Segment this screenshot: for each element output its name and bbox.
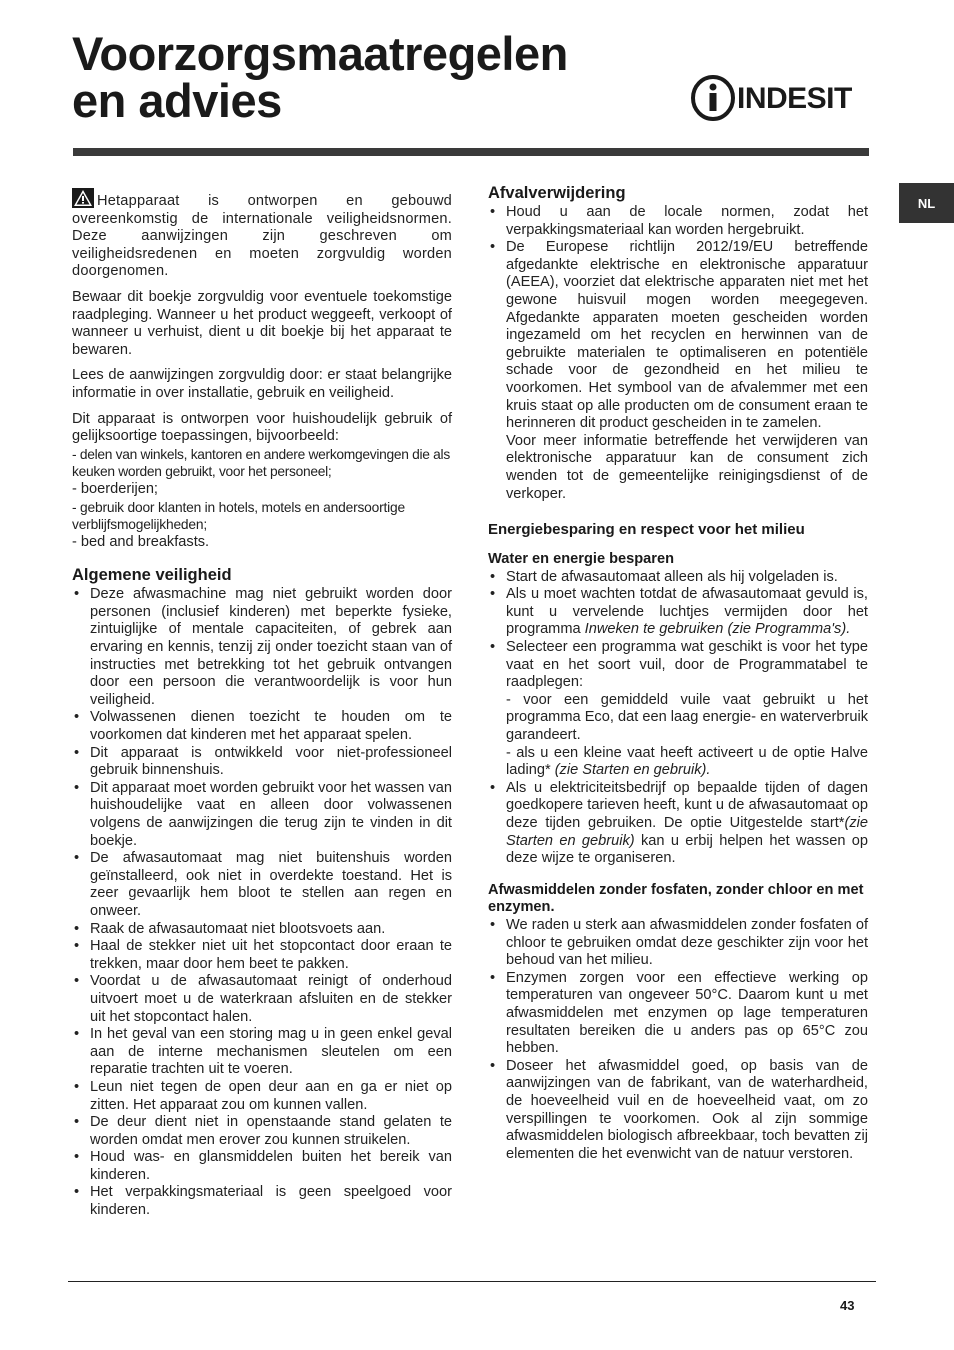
right-column bbox=[488, 183, 868, 1163]
half-load-reference: (zie Starten en gebruik). bbox=[554, 762, 711, 779]
list-item: • Het verpakkingsmateriaal is geen speelgoed voor kinderen. bbox=[72, 1184, 452, 1219]
header-rule bbox=[73, 148, 869, 156]
use-item: - delen van winkels, kantoren en andere werkomgevingen die als keuken worden gebruikt, voor het personeel; bbox=[72, 446, 450, 480]
list-item bbox=[488, 780, 868, 868]
weee-more-info: Voor meer informatie betreffende het verwijderen van elektronische apparatuur kan de consument zich wenden tot de gemeentelijke reinigingsdienst of de verkoper. bbox=[506, 432, 868, 502]
list-item: • Enzymen zorgen voor een effectieve werking op temperaturen van ongeveer 50°C. Daarom kunt u met afwasmiddelen met enzymen op lage temperaturen resultaten bereiken die u anders pas op 65°C zou hebben. bbox=[488, 970, 868, 1058]
page-title bbox=[72, 27, 568, 127]
keep-booklet-paragraph: Bewaar dit boekje zorgvuldig voor eventuele toekomstige raadpleging. Wanneer u het product weggeeft, verkoopt of wanneer u verhuist, dient u dit boekje bij het apparaat te bewaren. bbox=[72, 288, 452, 358]
language-tab: NL bbox=[899, 183, 954, 223]
brand-logo bbox=[690, 74, 870, 124]
general-safety-list bbox=[72, 586, 452, 1219]
list-item bbox=[488, 586, 868, 639]
list-item: • Haal de stekker niet uit het stopcontact door eraan te trekken, maar door hem beet te pakken. bbox=[72, 938, 452, 973]
use-item: - gebruik door klanten in hotels, motels en andersoortige verblijfsmogelijkheden; bbox=[72, 499, 405, 533]
general-safety-heading: Algemene veiligheid bbox=[72, 566, 232, 585]
title-line-2: en advies bbox=[72, 74, 282, 127]
disposal-list bbox=[488, 204, 868, 503]
intended-use-paragraph bbox=[72, 411, 452, 446]
list-item: • Volwassenen dienen toezicht te houden om te voorkomen dat kinderen met het apparaat spelen. bbox=[72, 709, 452, 744]
brand-i-icon bbox=[690, 74, 736, 122]
footer-rule bbox=[68, 1281, 876, 1282]
use-item: - bed and breakfasts. bbox=[72, 533, 210, 550]
list-item: • Raak de afwasautomaat niet blootsvoets aan. bbox=[72, 921, 452, 939]
intended-use-text: Dit apparaat is ontworpen voor huishoudelijk gebruik of gelijksoortige toepassingen, bijvoorbeeld: bbox=[72, 410, 452, 445]
intro-paragraph bbox=[72, 188, 452, 281]
warning-icon bbox=[72, 188, 94, 208]
eco-text: - voor een gemiddeld vuile vaat gebruikt u het programma Eco, dat een laag energie- en waterverbruik garandeert. bbox=[506, 691, 868, 744]
title-line-1: Voorzorgsmaatregelen bbox=[72, 27, 568, 80]
detergent-heading: Afwasmiddelen zonder fosfaten, zonder chloor en met enzymen. bbox=[488, 881, 864, 916]
weee-text: De Europese richtlijn 2012/19/EU betreffende afgedankte elektrische en elektronische apparatuur (AEEA), voorziet dat elektrische apparaten niet met het gewone huisvuil mogen worden meegegeven. Afgedankte apparaten moeten gescheiden worden ingezameld om het recyclen en herwinnen van de gebruikte materialen te optimaliseren en potentiële schade voor de gezondheid en het milieu te voorkomen. Het symbool van de afvalemmer met een kruis staat op alle producten om de consument eraan te herinneren dit product gescheiden in te zamelen. bbox=[506, 239, 868, 432]
list-item bbox=[488, 639, 868, 780]
use-item: - boerderijen; bbox=[72, 480, 158, 497]
left-column bbox=[72, 188, 452, 1220]
list-item: • We raden u sterk aan afwasmiddelen zonder fosfaten of chloor te gebruiken omdat deze geschikter zijn voor het behoud van het milieu. bbox=[488, 917, 868, 970]
disposal-heading: Afvalverwijdering bbox=[488, 184, 626, 202]
half-load-main: - als u een kleine vaat heeft activeert u de optie Halve lading* bbox=[506, 744, 868, 779]
delayed-start-tail: kan u erbij helpen het wassen op deze wijze te organiseren. bbox=[506, 832, 868, 867]
energy-heading: Energiebesparing en respect voor het milieu bbox=[488, 521, 805, 539]
list-item: • In het geval van een storing mag u in geen enkel geval aan de interne mechanismen sleutelen om een reparatie trachten uit te voeren. bbox=[72, 1026, 452, 1079]
half-load-text bbox=[506, 745, 868, 780]
water-energy-list bbox=[488, 569, 868, 868]
intro-text: Hetapparaat is ontworpen en gebouwd overeenkomstig de internationale veiligheidsnormen. Deze aanwijzingen zijn geschreven om veiligheidsredenen en moeten zorgvuldig worden doorgenomen. bbox=[72, 193, 452, 280]
list-item: • Leun niet tegen de open deur aan en ga er niet op zitten. Het apparaat zou om kunnen vallen. bbox=[72, 1079, 452, 1114]
list-item: • Doseer het afwasmiddel goed, op basis van de aanwijzingen van de fabrikant, van de waterhardheid, de hoeveelheid vuil en de hoeveelheid vaat, om zo verspillingen te voorkomen. Ook al zijn sommige afwasmiddelen biologisch afbreekbaar, toch bevatten zij elementen die het evenwicht van de natuur verstoren. bbox=[488, 1058, 868, 1164]
brand-wordmark: INDESIT bbox=[737, 82, 852, 115]
program-select-text: Selecteer een programma wat geschikt is voor het type vaat en het soort vuil, door de Programmatabel te raadplegen: bbox=[506, 639, 868, 691]
soak-text: Als u moet wachten totdat de afwasautomaat gevuld is, kunt u vervelende luchtjes vermijden door het programma bbox=[506, 586, 868, 638]
page-number: 43 bbox=[840, 1298, 855, 1313]
list-item bbox=[488, 239, 868, 503]
delayed-start-reference: (zie Starten en gebruik) bbox=[506, 815, 868, 849]
list-item: • Voordat u de afwasautomaat reinigt of onderhoud uitvoert moet u de waterkraan afsluiten en de stekker uit het stopcontact halen. bbox=[72, 973, 452, 1026]
water-energy-subheading: Water en energie besparen bbox=[488, 551, 674, 568]
list-item: • De deur dient niet in openstaande stand gelaten te worden omdat men erover zou kunnen struikelen. bbox=[72, 1114, 452, 1149]
list-item: • Dit apparaat is ontwikkeld voor niet-professioneel gebruik binnenshuis. bbox=[72, 745, 452, 780]
list-item: • Houd u aan de locale normen, zodat het verpakkingsmateriaal kan worden hergebruikt. bbox=[488, 204, 868, 239]
list-item: • Houd was- en glansmiddelen buiten het bereik van kinderen. bbox=[72, 1149, 452, 1184]
list-item: • Deze afwasmachine mag niet gebruikt worden door personen (inclusief kinderen) met beperkte fysieke, zintuiglijke of mentale capaciteiten, of gebrek aan ervaring en kennis, tenzij zij onder toezicht staan van of instructies met betrekking tot het gebruik ontvangen door een persoon die verantwoordelijk is voor hun veiligheid. bbox=[72, 586, 452, 709]
read-instructions-paragraph: Lees de aanwijzingen zorgvuldig door: er staat belangrijke informatie in over installatie, gebruik en veiligheid. bbox=[72, 367, 452, 401]
list-item: • Start de afwasautomaat alleen als hij volgeladen is. bbox=[488, 569, 868, 587]
list-item: • De afwasautomaat mag niet buitenshuis worden geïnstalleerd, ook niet in overdekte toestand. Het is zeer gevaarlijk hem bloot te stellen aan regen en onweer. bbox=[72, 850, 452, 920]
soak-reference: Inweken te gebruiken (zie Programma's). bbox=[584, 621, 851, 638]
list-item: • Dit apparaat moet worden gebruikt voor het wassen van huishoudelijke vaat en alleen door volwassenen volgens de aanwijzingen die terug zijn te vinden in dit boekje. bbox=[72, 780, 452, 850]
delayed-start-text: Als u elektriciteitsbedrijf op bepaalde tijden of dagen goedkopere tarieven heeft, kunt u de afwasautomaat op deze tijden gebruiken. De optie Uitgestelde start* bbox=[506, 779, 868, 831]
detergent-list bbox=[488, 917, 868, 1163]
